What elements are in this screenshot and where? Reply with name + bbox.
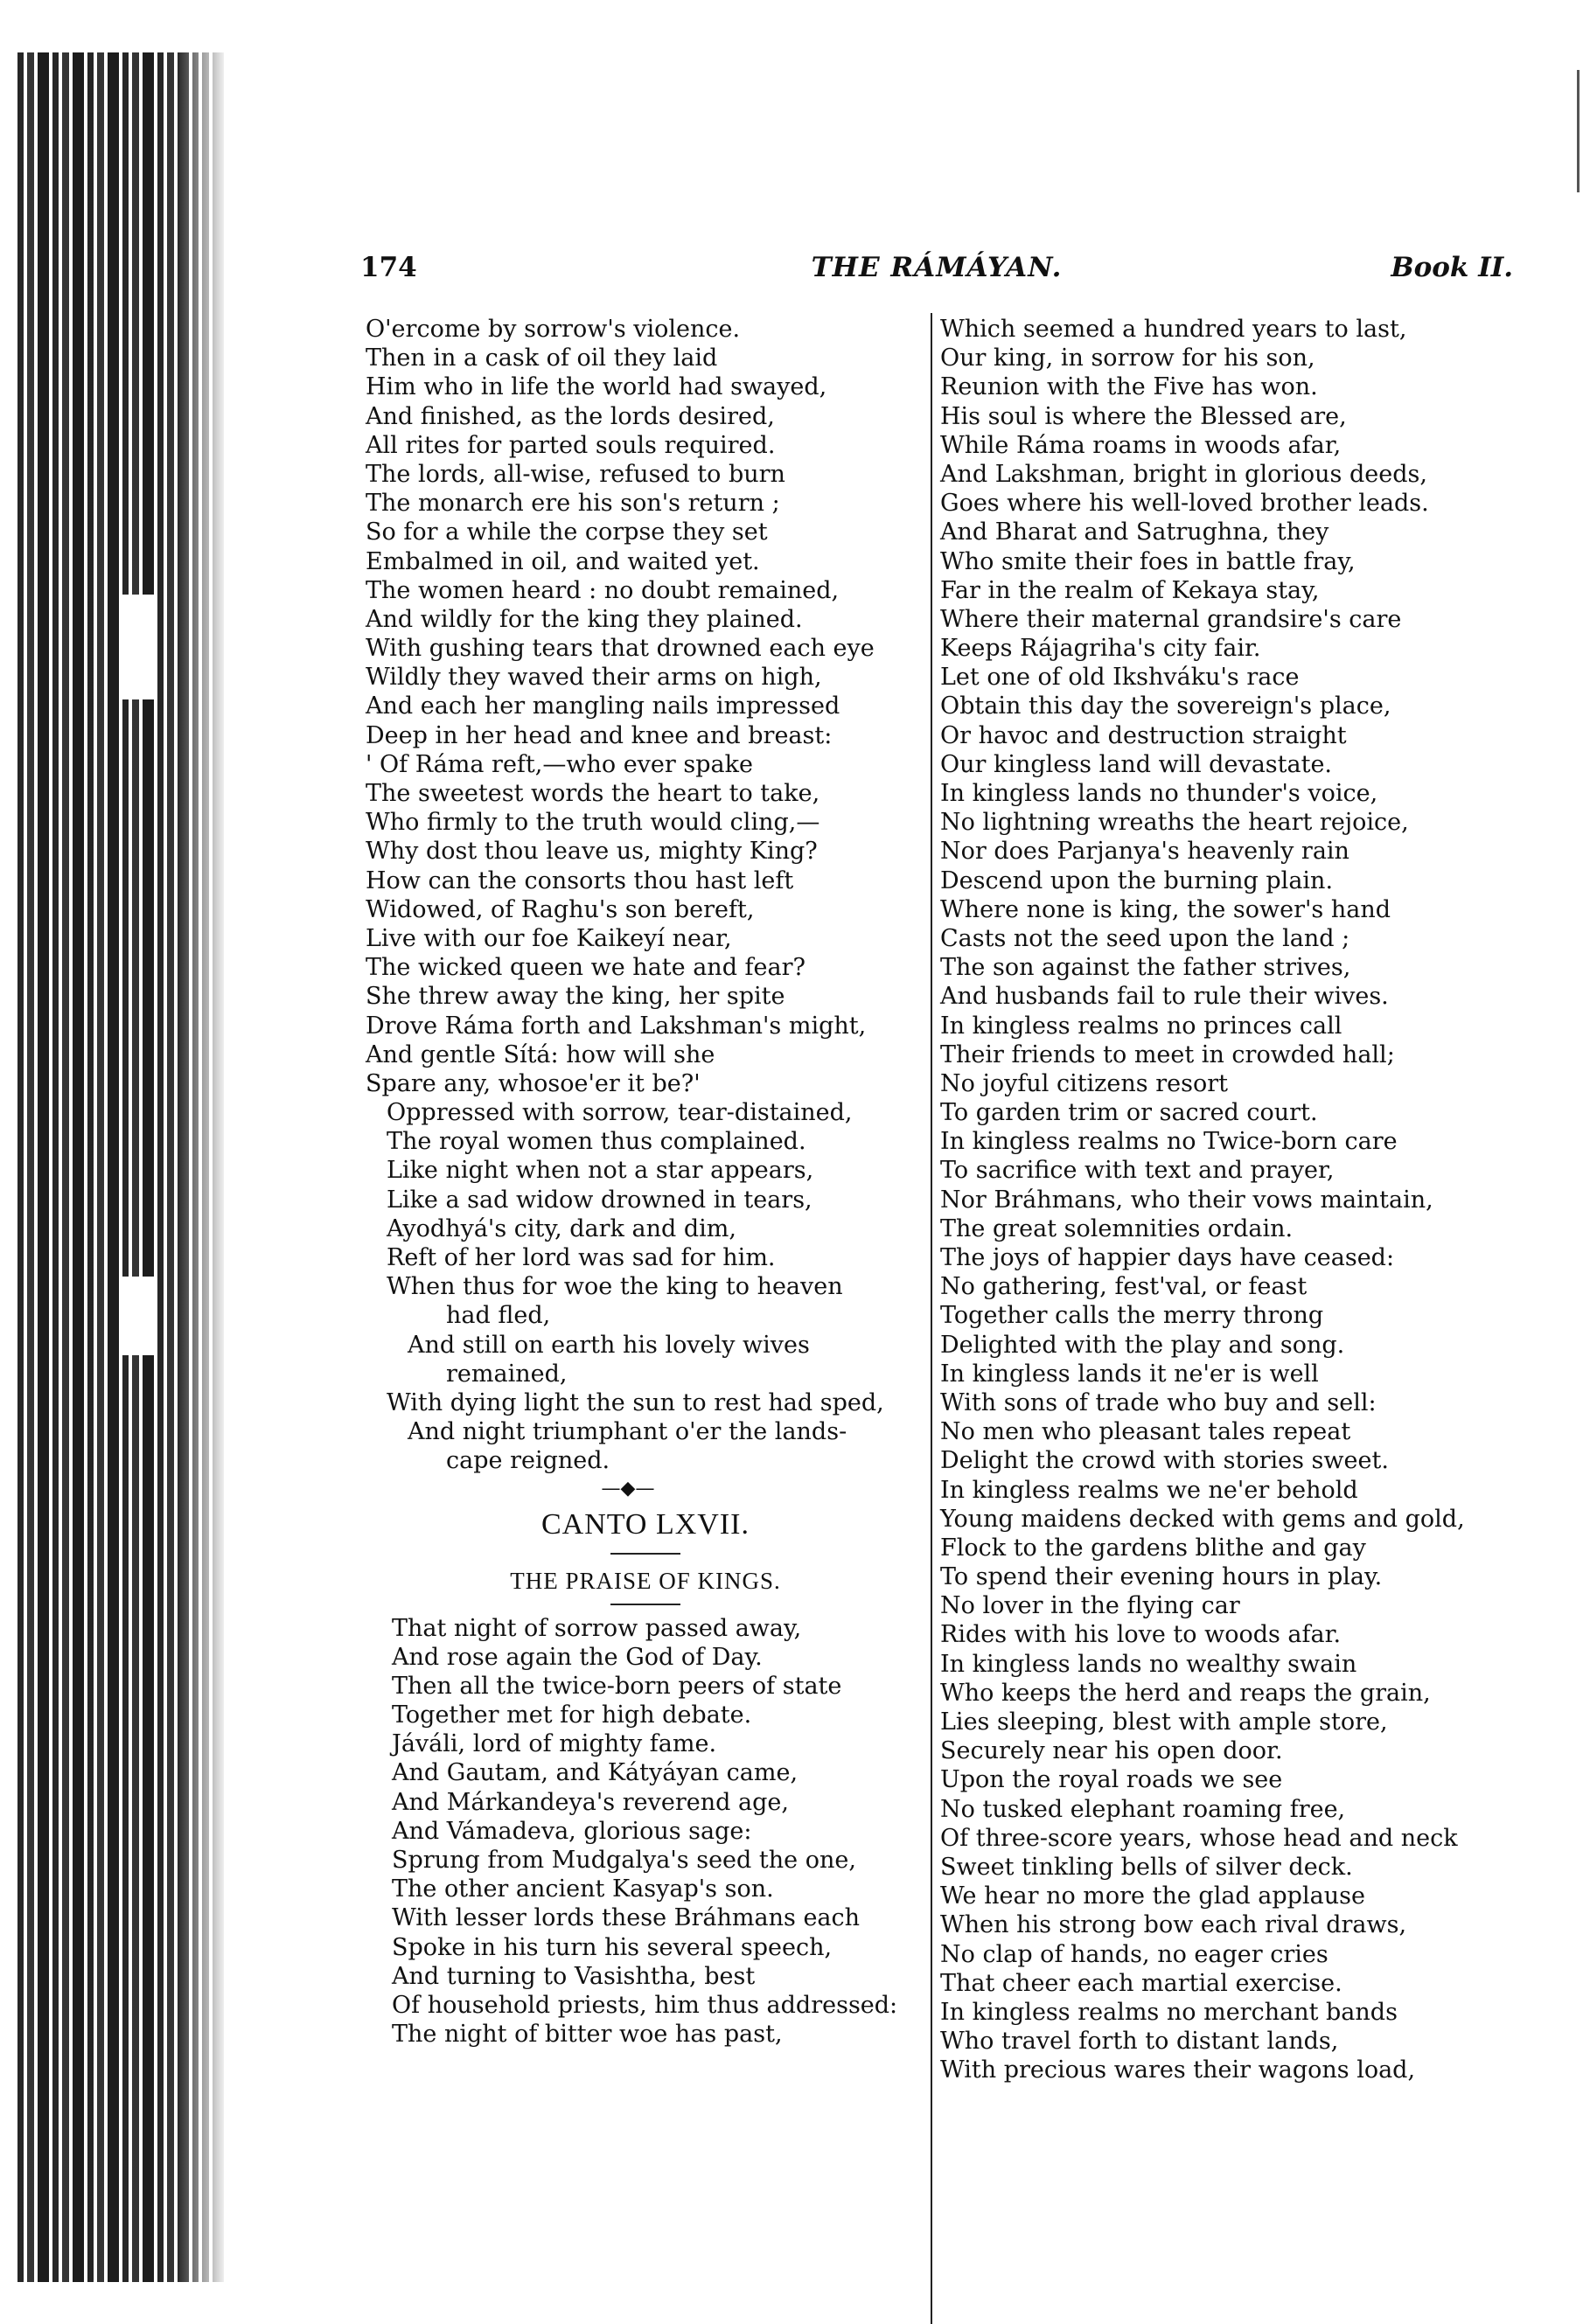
verse-line: And wildly for the king they plained. [366, 605, 803, 633]
verse-line: Like a sad widow drowned in tears, [387, 1186, 812, 1214]
verse-line: Reunion with the Five has won. [940, 373, 1318, 401]
verse-line: When his strong bow each rival draws, [940, 1911, 1407, 1939]
verse-line: In kingless realms no Twice-born care [940, 1128, 1398, 1156]
verse-line: Drove Ráma forth and Lakshman's might, [366, 1012, 867, 1040]
verse-line: Where none is king, the sower's hand [940, 895, 1391, 923]
right-column [940, 315, 1517, 2084]
verse-line: Jáváli, lord of mighty fame. [392, 1730, 717, 1758]
subtitle-rule [610, 1604, 680, 1605]
binding-fade [175, 52, 227, 2282]
verse-line: Then all the twice-born peers of state [392, 1672, 842, 1700]
verse-line: With precious wares their wagons load, [940, 2056, 1416, 2084]
verse-line: remained, [446, 1360, 568, 1388]
binding-gap [122, 595, 157, 699]
verse-line: Which seemed a hundred years to last, [940, 316, 1407, 343]
verse-line: And husbands fail to rule their wives. [940, 983, 1389, 1011]
verse-line: With gushing tears that drowned each eye [366, 635, 875, 663]
verse-line: And still on earth his lovely wives [408, 1331, 810, 1359]
verse-line: O'ercome by sorrow's violence. [366, 316, 741, 343]
verse-line: She threw away the king, her spite [366, 983, 785, 1011]
verse-line: Our kingless land will devastate. [940, 750, 1333, 778]
verse-line: Rides with his love to woods afar. [940, 1621, 1342, 1649]
verse-line: Sprung from Mudgalya's seed the one, [392, 1847, 856, 1874]
verse-line: And Bharat and Satrughna, they [940, 518, 1329, 546]
binding-gap [122, 1277, 157, 1355]
verse-line: With dying light the sun to rest had sped, [387, 1388, 884, 1416]
verse-line: Of three-score years, whose head and neck [940, 1824, 1458, 1852]
left-column [366, 315, 925, 2049]
verse-line: Who travel forth to distant lands, [940, 2028, 1339, 2056]
verse-line: The great solemnities ordain. [940, 1214, 1294, 1242]
verse-line: Who keeps the herd and reaps the grain, [940, 1679, 1431, 1707]
verse-line: The night of bitter woe has past, [392, 2021, 783, 2049]
verse-line: To sacrifice with text and prayer, [940, 1157, 1335, 1185]
book-label: Book II. [1391, 252, 1513, 283]
verse-line: In kingless realms we ne'er behold [940, 1476, 1358, 1504]
verse-line: The sweetest words the heart to take, [366, 780, 820, 807]
verse-line: Young maidens decked with gems and gold, [940, 1505, 1465, 1533]
verse-line: Together met for high debate. [392, 1701, 752, 1729]
verse-line: Spoke in his turn his several speech, [392, 1933, 833, 1961]
verse-line: And each her mangling nails impressed [366, 692, 840, 720]
verse-line: Keeps Rájagriha's city fair. [940, 635, 1261, 663]
verse-line: Reft of her lord was sad for him. [387, 1244, 776, 1271]
verse-line: The women heard : no doubt remained, [366, 576, 840, 604]
verse-line: No joyful citizens resort [940, 1069, 1228, 1097]
verse-line: The royal women thus complained. [387, 1128, 806, 1156]
verse-line: No gathering, fest'val, or feast [940, 1273, 1308, 1301]
verse-line: In kingless realms no merchant bands [940, 1998, 1398, 2026]
verse-line: And finished, as the lords desired, [366, 402, 775, 430]
verse-line: Flock to the gardens blithe and gay [940, 1534, 1366, 1562]
verse-line: Who smite their foes in battle fray, [940, 547, 1356, 575]
verse-line: In kingless realms no princes call [940, 1012, 1342, 1040]
scan-artifact-line [1577, 70, 1580, 192]
verse-line: The wicked queen we hate and fear? [366, 954, 806, 982]
verse-line: The other ancient Kasyap's son. [392, 1875, 774, 1903]
verse-line: Ayodhyá's city, dark and dim, [387, 1214, 736, 1242]
verse-line: Lies sleeping, blest with ample store, [940, 1708, 1388, 1736]
verse-line: Live with our foe Kaikeyí near, [366, 924, 732, 952]
verse-line: Nor does Parjanya's heavenly rain [940, 838, 1349, 866]
verse-line: Him who in life the world had swayed, [366, 373, 827, 401]
verse-line: Oppressed with sorrow, tear-distained, [387, 1099, 853, 1127]
verse-line: While Ráma roams in woods afar, [940, 431, 1342, 459]
verse-line: Who firmly to the truth would cling,— [366, 809, 820, 837]
verse-line: So for a while the corpse they set [366, 518, 768, 546]
verse-line: And Lakshman, bright in glorious deeds, [940, 460, 1427, 488]
verse-line: How can the consorts thou hast left [366, 866, 794, 894]
verse-line: No lover in the flying car [940, 1592, 1240, 1620]
verse-line: Why dost thou leave us, mighty King? [366, 838, 818, 866]
verse-line: Casts not the seed upon the land ; [940, 924, 1350, 952]
verse-block-canto-lxvi [366, 315, 925, 1476]
verse-line: In kingless lands it ne'er is well [940, 1360, 1319, 1388]
verse-line: Or havoc and destruction straight [940, 721, 1347, 749]
verse-line: Let one of old Ikshváku's race [940, 664, 1300, 692]
verse-line: Securely near his open door. [940, 1737, 1283, 1765]
verse-line: His soul is where the Blessed are, [940, 402, 1347, 430]
verse-line: And night triumphant o'er the lands- [408, 1418, 847, 1446]
heading-rule [610, 1553, 680, 1555]
canto-heading: CANTO LXVII. [540, 1507, 750, 1541]
verse-line: To garden trim or sacred court. [940, 1099, 1318, 1127]
verse-line: Wildly they waved their arms on high, [366, 664, 822, 692]
verse-line: And Gautam, and Kátyáyan came, [392, 1759, 798, 1787]
page-header [360, 252, 1513, 287]
canto-subtitle: THE PRAISE OF KINGS. [510, 1567, 781, 1594]
verse-line: In kingless lands no thunder's voice, [940, 780, 1378, 807]
verse-line: Delight the crowd with stories sweet. [940, 1447, 1389, 1475]
verse-line: When thus for woe the king to heaven [387, 1273, 843, 1301]
verse-line: Together calls the merry throng [940, 1302, 1324, 1330]
verse-line: The son against the father strives, [940, 954, 1351, 982]
verse-line: ' Of Ráma reft,—who ever spake [366, 750, 753, 778]
verse-line: All rites for parted souls required. [366, 431, 776, 459]
verse-line: Widowed, of Raghu's son bereft, [366, 895, 755, 923]
verse-line: Deep in her head and knee and breast: [366, 721, 833, 749]
verse-line: The joys of happier days have ceased: [940, 1244, 1395, 1271]
verse-line: Nor Bráhmans, who their vows maintain, [940, 1186, 1433, 1214]
verse-line: And turning to Vasishtha, best [392, 1962, 756, 1990]
verse-line: In kingless lands no wealthy swain [940, 1650, 1357, 1678]
verse-line: Their friends to meet in crowded hall; [940, 1040, 1395, 1068]
verse-line: Like night when not a star appears, [387, 1157, 814, 1185]
verse-line: Goes where his well-loved brother leads. [940, 490, 1429, 518]
verse-line: Sweet tinkling bells of silver deck. [940, 1853, 1353, 1881]
verse-line: We hear no more the glad applause [940, 1882, 1365, 1910]
column-divider [931, 313, 932, 2324]
verse-line: With lesser lords these Bráhmans each [392, 1904, 861, 1932]
verse-line: Where their maternal grandsire's care [940, 605, 1402, 633]
verse-line: That cheer each martial exercise. [940, 1969, 1342, 1997]
verse-line: cape reigned. [446, 1447, 610, 1475]
verse-line: With sons of trade who buy and sell: [940, 1388, 1377, 1416]
verse-line: Far in the realm of Kekaya stay, [940, 576, 1320, 604]
verse-line: Spare any, whosoe'er it be?' [366, 1069, 701, 1097]
verse-line: Obtain this day the sovereign's place, [940, 692, 1391, 720]
running-title: THE RÁMÁYAN. [811, 252, 1063, 283]
verse-line: No clap of hands, no eager cries [940, 1940, 1328, 1968]
verse-line: And gentle Sítá: how will she [366, 1040, 715, 1068]
verse-line: had fled, [446, 1302, 551, 1330]
verse-line: Then in a cask of oil they laid [366, 344, 718, 372]
verse-line: No tusked elephant roaming free, [940, 1795, 1346, 1823]
verse-line: The monarch ere his son's return ; [366, 490, 780, 518]
verse-line: Upon the royal roads we see [940, 1766, 1283, 1794]
verse-line: Embalmed in oil, and waited yet. [366, 547, 760, 575]
verse-line: No men who pleasant tales repeat [940, 1418, 1351, 1446]
verse-line: And Vámadeva, glorious sage: [392, 1817, 752, 1845]
section-ornament: —◆— [601, 1477, 655, 1499]
verse-line: That night of sorrow passed away, [392, 1614, 802, 1642]
verse-line: To spend their evening hours in play. [940, 1563, 1383, 1591]
verse-line: No lightning wreaths the heart rejoice, [940, 809, 1409, 837]
page-number: 174 [360, 252, 417, 283]
verse-line: And Márkandeya's reverend age, [392, 1788, 789, 1816]
verse-line: The lords, all-wise, refused to burn [366, 460, 785, 488]
verse-line: Descend upon the burning plain. [940, 866, 1334, 894]
verse-line: Our king, in sorrow for his son, [940, 344, 1315, 372]
verse-line: Delighted with the play and song. [940, 1331, 1345, 1359]
verse-line: Of household priests, him thus addressed: [392, 1991, 898, 2019]
verse-block-canto-lxvii [366, 1614, 925, 2049]
verse-line: And rose again the God of Day. [392, 1643, 763, 1671]
